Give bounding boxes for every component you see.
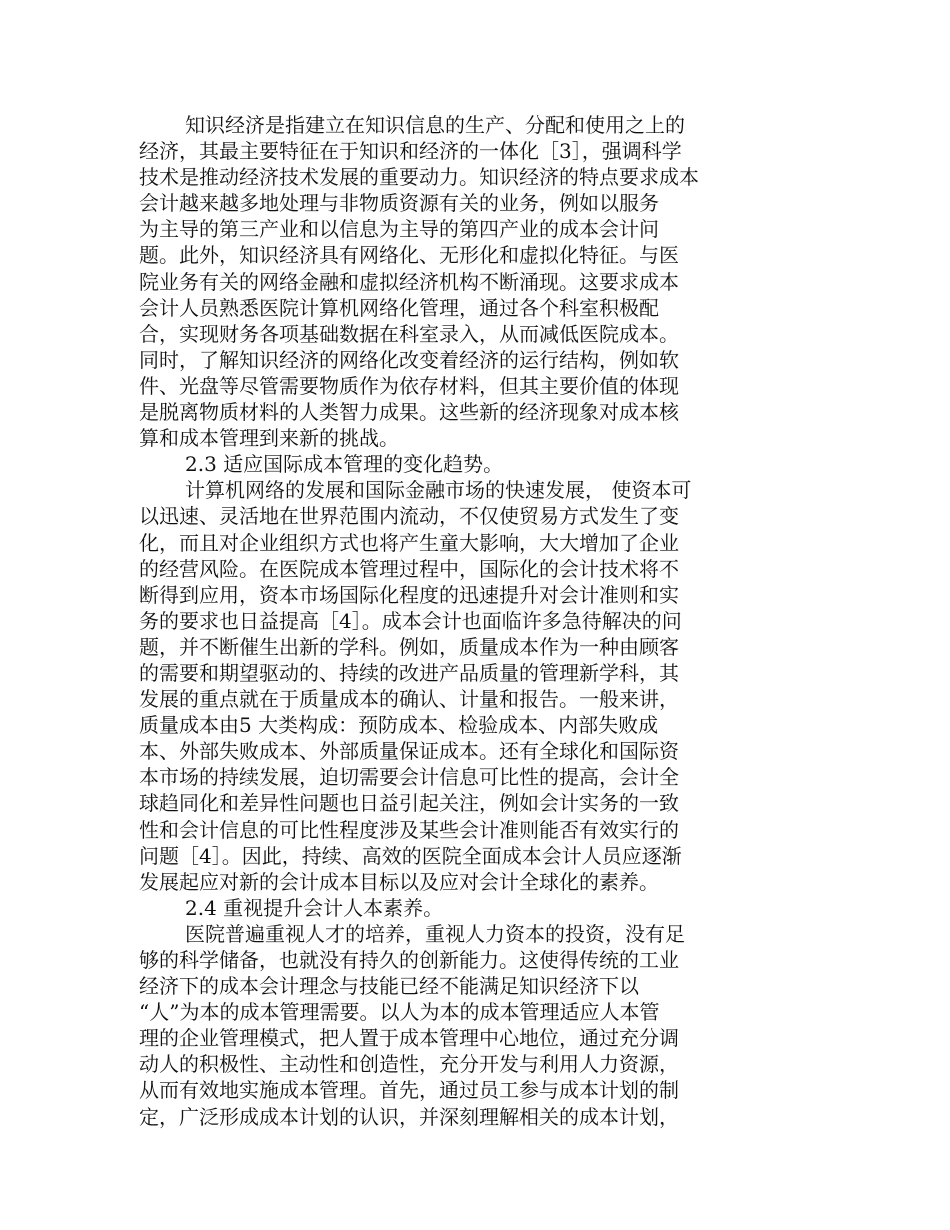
text-line: 以迅速、灵活地在世界范围内流动，不仅使贸易方式发生了变 [139, 504, 679, 529]
text-line: 2.3 适应国际成本管理的变化趋势。 [185, 452, 504, 477]
text-line: 算和成本管理到来新的挑战。 [139, 426, 399, 451]
text-line: 为主导的第三产业和以信息为主导的第四产业的成本会计问 [139, 217, 659, 242]
text-line: 务的要求也日益提高［4］。成本会计也面临许多急待解决的问 [139, 608, 682, 633]
text-line: 经济，其最主要特征在于知识和经济的一体化［3］，强调科学 [139, 139, 682, 164]
text-line: 问题［4］。因此，持续、高效的医院全面成本会计人员应逐渐 [139, 843, 682, 868]
text-line: 动人的积极性、主动性和创造性，充分开发与利用人力资源， [139, 1052, 679, 1077]
text-line: 技术是推动经济技术发展的重要动力。知识经济的特点要求成本 [139, 165, 699, 190]
text-line: 知识经济是指建立在知识信息的生产、分配和使用之上的 [185, 113, 685, 137]
text-line: 会计越来越多地处理与非物质资源有关的业务，例如以服务 [139, 191, 659, 216]
text-line: 医院普遍重视人才的培养，重视人力资本的投资，没有足 [185, 921, 685, 946]
text-line: 本市场的持续发展，迫切需要会计信息可比性的提高，会计全 [139, 765, 679, 790]
text-line: 会计人员熟悉医院计算机网络化管理，通过各个科室积极配 [139, 295, 659, 320]
text-line: 本、外部失败成本、外部质量保证成本。还有全球化和国际资 [139, 739, 679, 764]
document-body [139, 112, 749, 1130]
text-line: 题。此外，知识经济具有网络化、无形化和虚拟化特征。与医 [139, 243, 679, 268]
text-line: 断得到应用，资本市场国际化程度的迅速提升对会计准则和实 [139, 582, 679, 607]
text-line: 球趋同化和差异性问题也日益引起关注，例如会计实务的一致 [139, 791, 679, 816]
text-line: 经济下的成本会计理念与技能已经不能满足知识经济下以 [139, 974, 639, 999]
text-line: 计算机网络的发展和国际金融市场的快速发展， 使资本可 [185, 478, 692, 503]
text-line: 质量成本由5 大类构成：预防成本、检验成本、内部失败成 [139, 713, 659, 738]
text-line: 件、光盘等尽管需要物质作为依存材料，但其主要价值的体现 [139, 373, 679, 398]
text-line: 发展的重点就在于质量成本的确认、计量和报告。一般来讲， [139, 687, 679, 712]
text-line: 的经营风险。在医院成本管理过程中，国际化的会计技术将不 [139, 556, 679, 581]
text-line: 性和会计信息的可比性程度涉及某些会计准则能否有效实行的 [139, 817, 679, 842]
text-line: 发展起应对新的会计成本目标以及应对会计全球化的素养。 [139, 869, 659, 894]
text-line: 2.4 重视提升会计人本素养。 [185, 895, 444, 920]
text-line: 定，广泛形成成本计划的认识，并深刻理解相关的成本计划， [139, 1104, 679, 1129]
text-line: 化，而且对企业组织方式也将产生童大影响，大大增加了企业 [139, 530, 679, 555]
text-line: 的需要和期望驱动的、持续的改进产品质量的管理新学科，其 [139, 660, 679, 685]
text-line: 够的科学储备，也就没有持久的创新能力。这使得传统的工业 [139, 948, 679, 972]
text-line: 同时，了解知识经济的网络化改变着经济的运行结构，例如软 [139, 347, 679, 372]
text-line: 是脱离物质材料的人类智力成果。这些新的经济现象对成本核 [139, 400, 679, 425]
text-line: 院业务有关的网络金融和虚拟经济机构不断涌现。这要求成本 [139, 269, 679, 294]
text-line: “人”为本的成本管理需要。以人为本的成本管理适应人本管 [139, 1000, 660, 1025]
text-line: 题，并不断催生出新的学科。例如，质量成本作为一种由顾客 [139, 634, 679, 659]
text-line: 合，实现财务各项基础数据在科室录入，从而减低医院成本。 [139, 321, 679, 346]
text-line: 从而有效地实施成本管理。首先，通过员工参与成本计划的制 [139, 1078, 679, 1103]
text-line: 理的企业管理模式，把人置于成本管理中心地位，通过充分调 [139, 1026, 679, 1051]
